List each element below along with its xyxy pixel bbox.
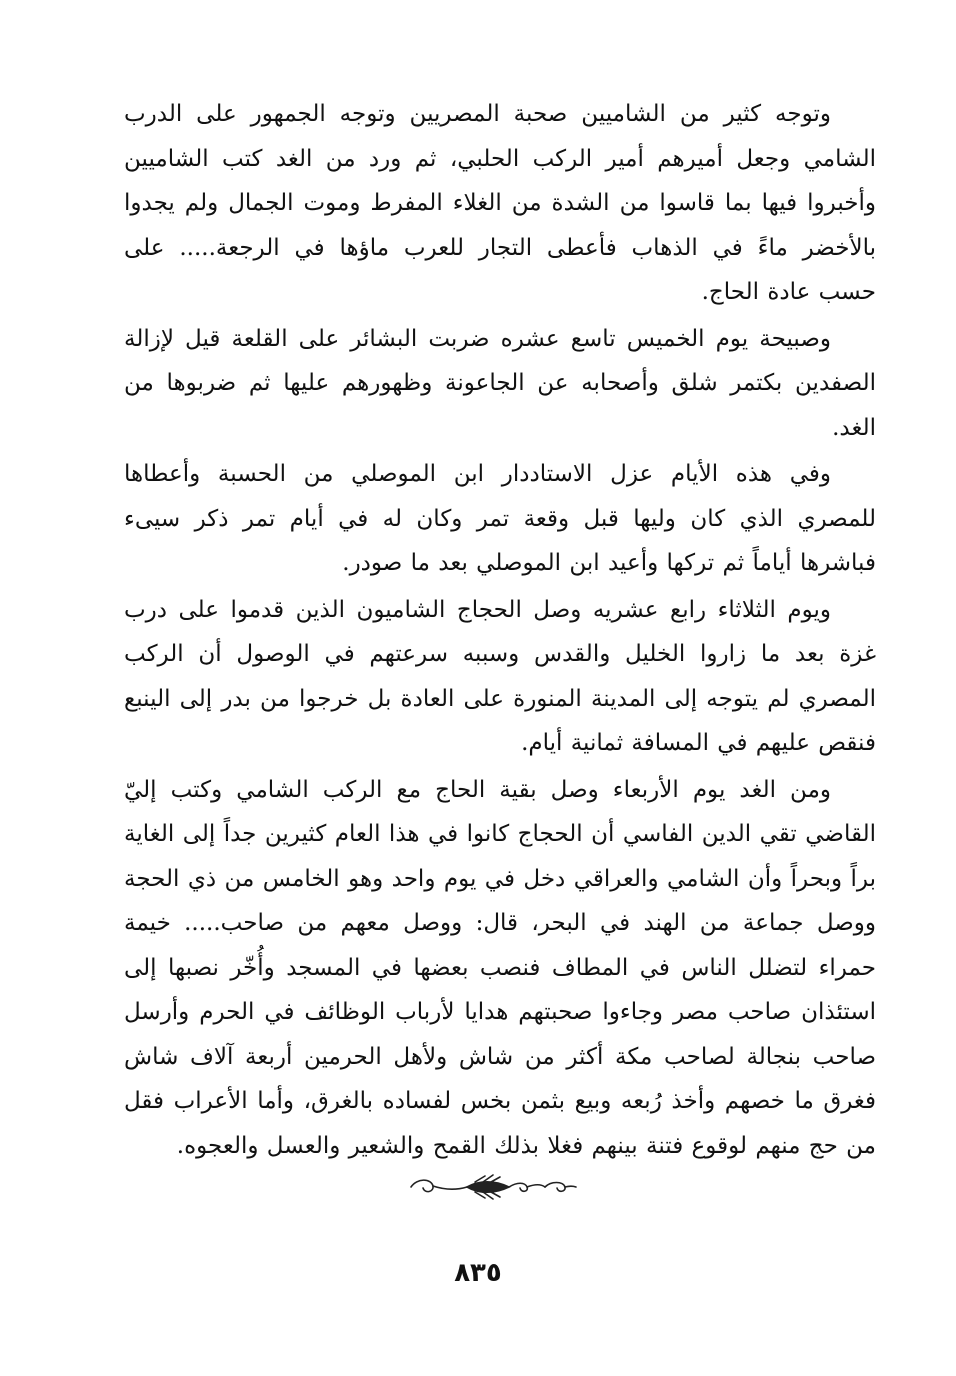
- floral-divider-icon: [405, 1170, 581, 1204]
- page-number: ٨٣٥: [454, 1258, 502, 1288]
- body-text: [124, 92, 876, 1170]
- paragraph-4: ويوم الثلاثاء رابع عشريه وصل الحجاج الشاميون الذين قدموا على درب غزة بعد ما زاروا الخليل والقدس وسببه سرعتهم في الوصول أن الركب المصري لم يتوجه إلى المدينة المنورة على العادة بل خرجوا من بدر إلى الينبع فنقص عليهم في المسافة ثمانية أيام.: [124, 596, 876, 756]
- paragraph-3: وفي هذه الأيام عزل الاستاددار ابن الموصلي من الحسبة وأعطاها للمصري الذي كان وليها قبل وقعة تمر وكان له في أيام تمر ذكر سيىء فباشرها أياماً ثم تركها وأعيد ابن الموصلي بعد ما صودر.: [124, 461, 876, 576]
- paragraph-5: ومن الغد يوم الأربعاء وصل بقية الحاج مع الركب الشامي وكتب إليّ القاضي تقي الدين الفاسي أن الحجاج كانوا في هذا العام كثيرين جداً إلى الغاية براً وبحراً وأن الشامي والعراقي دخل في يوم واحد وهو الخامس من ذي الحجة ووصل جماعة من الهند في البحر، قال: ووصل معهم من صاحب..... خيمة حمراء لتضلل الناس في المطاف فنصب بعضها في المسجد وأُخّر نصبها إلى استئذان صاحب مصر وجاءوا صحبتهم هدايا لأرباب الوظائف في الحرم وأرسل صاحب بنجالة لصاحب مكة أكثر من شاش ولأهل الحرمين أربعة آلاف شاش فغرق ما خصهم وأخذ رُبعه وبيع بثمن بخس لفساده بالغرق، وأما الأعراب فقل من حج منهم لوقوع فتنة بينهم فغلا بذلك القمح والشعير والعسل والعجوه.: [124, 776, 876, 1159]
- paragraph-1: وتوجه كثير من الشاميين صحبة المصريين وتوجه الجمهور على الدرب الشامي وجعل أميرهم أمير الركب الحلبي، ثم ورد من الغد كتب الشاميين وأخبروا فيها بما قاسوا من الشدة من الغلاء المفرط وموت الجمال ولم يجدوا بالأخضر ماءً في الذهاب فأعطى التجار للعرب ماؤها في الرجعة..... على حسب عادة الحاج.: [124, 101, 876, 305]
- paragraph-2: وصبيحة يوم الخميس تاسع عشره ضربت البشائر على القلعة قيل لإزالة الصفدين بكتمر شلق وأصحابه عن الجاعونة وظهورهم عليها ثم ضربوها من الغد.: [124, 325, 876, 441]
